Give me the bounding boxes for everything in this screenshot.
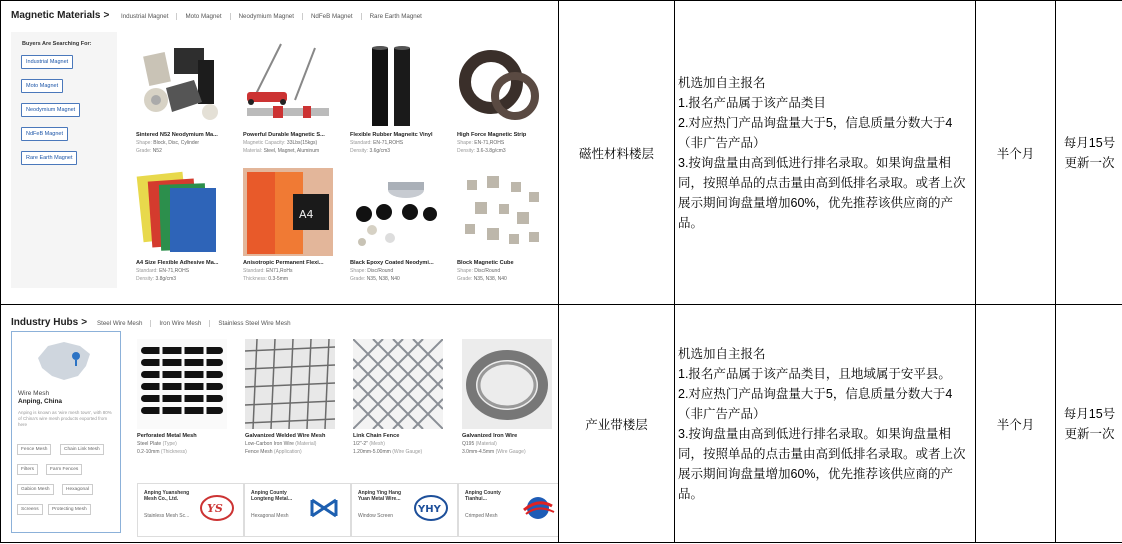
product-image xyxy=(457,168,547,256)
product-name: High Force Magnetic Strip xyxy=(457,131,527,138)
product-image xyxy=(353,339,443,429)
product-spec: Thickness: 0.3-5mm xyxy=(243,275,289,282)
product-spec: 3.0mm-4.5mm (Wire Gauge) xyxy=(462,449,526,455)
nav-link[interactable]: Moto Magnet xyxy=(176,13,229,20)
rule-line: 机选加自主报名 xyxy=(678,75,766,90)
product-image xyxy=(136,168,226,256)
hub-tag[interactable]: Screens xyxy=(17,504,43,515)
product-spec: Shape: Block, Disc, Cylinder xyxy=(136,139,200,146)
product-name: Galvanized Iron Wire xyxy=(462,433,518,439)
product-image xyxy=(462,339,552,429)
search-tag[interactable]: Industrial Magnet xyxy=(21,55,73,69)
supplier-card[interactable] xyxy=(351,483,458,537)
update-cell xyxy=(1056,1,1122,305)
hub-tag[interactable]: Fence Mesh xyxy=(17,444,51,455)
product-spec: Shape: EN-71,ROHS xyxy=(457,139,505,146)
rule-line: 2.对应热门产品询盘量大于5，信息质量分数大于4（非广告产品） xyxy=(678,115,953,150)
supplier-logo xyxy=(520,494,556,522)
product-card[interactable] xyxy=(243,168,339,282)
product-card[interactable] xyxy=(136,168,232,282)
hub-tag[interactable]: Farm Fences xyxy=(46,464,82,475)
product-card[interactable] xyxy=(243,40,339,154)
product-spec: Shape: Disc/Round xyxy=(350,267,394,274)
hub-title: Wire Mesh xyxy=(18,390,50,397)
product-spec: Grade: N35, N38, N40 xyxy=(457,275,507,282)
category-nav xyxy=(89,320,299,327)
search-tag[interactable]: NdFeB Magnet xyxy=(21,127,68,141)
screenshot-cell xyxy=(1,1,559,305)
nav-link[interactable]: Iron Wire Mesh xyxy=(150,320,209,327)
supplier-name: Anping County Tianhui... xyxy=(465,490,501,502)
product-name: Anisotropic Permanent Flexi... xyxy=(243,259,324,266)
supplier-logo xyxy=(199,494,235,522)
product-card[interactable] xyxy=(245,339,341,455)
table-row xyxy=(1,1,1122,305)
supplier-product: Window Screen xyxy=(358,513,394,519)
supplier-logo xyxy=(306,494,342,522)
buyers-sidebar xyxy=(11,32,117,288)
product-card[interactable] xyxy=(462,339,558,455)
svg-text:A4: A4 xyxy=(299,207,314,221)
product-name: Powerful Durable Magnetic S... xyxy=(243,131,325,138)
supplier-product: Crimped Mesh xyxy=(465,513,498,519)
hub-tag[interactable]: Filters xyxy=(17,464,38,475)
magnetic-materials-screenshot xyxy=(1,2,558,304)
svg-text:YS: YS xyxy=(207,502,223,515)
product-spec: Fence Mesh (Application) xyxy=(245,449,302,455)
product-name: Galvanized Welded Wire Mesh xyxy=(245,433,326,439)
nav-link[interactable]: Steel Wire Mesh xyxy=(97,320,143,327)
supplier-card[interactable] xyxy=(137,483,244,537)
hub-tag[interactable]: Protecting Mesh xyxy=(48,504,91,515)
sidebar-label: Buyers Are Searching For: xyxy=(22,40,92,47)
floor-name: 磁性材料楼层 xyxy=(559,1,675,305)
screenshot-cell xyxy=(1,305,559,543)
table-row xyxy=(1,305,1122,543)
update-line: 更新一次 xyxy=(1064,426,1115,441)
product-image xyxy=(137,339,227,429)
industry-hubs-screenshot xyxy=(1,307,558,540)
product-spec: Low-Carbon Iron Wire (Material) xyxy=(245,441,317,447)
nav-link[interactable]: Stainless Steel Wire Mesh xyxy=(209,320,298,327)
rule-line: 1.报名产品属于该产品类目 xyxy=(678,95,826,110)
product-spec: Q195 (Material) xyxy=(462,441,497,447)
product-name: Black Epoxy Coated Neodymi... xyxy=(350,259,434,266)
rules-cell xyxy=(675,305,976,543)
product-card[interactable] xyxy=(136,40,232,154)
product-spec: Shape: Disc/Round xyxy=(457,267,501,274)
supplier-name: Anping Yuansheng Mesh Co., Ltd. xyxy=(144,490,190,502)
supplier-name: Anping County Longteng Metal... xyxy=(251,490,293,502)
update-line: 每月15号 xyxy=(1063,406,1116,421)
product-image xyxy=(350,168,440,256)
china-map-icon xyxy=(34,338,94,384)
product-card[interactable] xyxy=(350,168,446,282)
product-name: A4 Size Flexible Adhesive Ma... xyxy=(136,259,219,266)
product-spec: Standard: EN-71,ROHS xyxy=(136,267,190,274)
search-tag[interactable]: Rare Earth Magnet xyxy=(21,151,77,165)
product-image xyxy=(243,40,333,128)
product-spec: Density: 3.6-3.8g/cm3 xyxy=(457,147,506,154)
hub-description: Anping is known as 'wire mesh town', with 80% of China's wire mesh products exported from here xyxy=(18,410,112,427)
rule-line: 3.按询盘量由高到低进行排名录取。如果询盘量相同，按照单品的点击量由高到低排名录取。或者上次展示期间询盘量增加60%，优先推荐该供应商的产品。 xyxy=(678,426,966,501)
product-image xyxy=(350,40,440,128)
product-image xyxy=(457,40,547,128)
hub-tag[interactable]: Chain Link Mesh xyxy=(60,444,104,455)
chevron-right-icon: > xyxy=(81,317,88,328)
product-name: Perforated Metal Mesh xyxy=(137,433,197,439)
product-name: Block Magnetic Cube xyxy=(457,259,514,266)
rule-line: 3.按询盘量由高到低进行排名录取。如果询盘量相同，按照单品的点击量由高到低排名录取。或者上次展示期间询盘量增加60%，优先推荐该供应商的产品。 xyxy=(678,155,966,230)
hub-town: Anping, China xyxy=(18,398,63,405)
product-name: Flexible Rubber Magneitc Vinyl xyxy=(350,131,433,138)
rule-line: 机选加自主报名 xyxy=(678,346,766,361)
product-image xyxy=(245,339,335,429)
product-card[interactable] xyxy=(457,168,553,282)
update-line: 更新一次 xyxy=(1064,155,1115,170)
nav-link[interactable]: NdFeB Magnet xyxy=(302,13,361,20)
product-card[interactable] xyxy=(353,339,449,455)
product-spec: Grade: N35, N38, N40 xyxy=(350,275,400,282)
product-spec: Grade: N52 xyxy=(136,147,162,154)
search-tag[interactable]: Neodymium Magnet xyxy=(21,103,80,117)
chevron-right-icon: > xyxy=(103,9,110,21)
product-spec: Density: 3.8g/cm3 xyxy=(136,275,177,282)
product-card[interactable] xyxy=(137,339,233,455)
product-card[interactable] xyxy=(457,40,553,154)
product-spec: Standard: EN-71,ROHS xyxy=(350,139,404,146)
nav-link[interactable]: Industrial Magnet xyxy=(121,12,169,20)
section-title: Industry Hubs > xyxy=(11,317,88,328)
product-spec: Density: 3.6g/cm3 xyxy=(350,147,391,154)
product-spec: Magnetic Capacity: 33Lbs(15kgs) xyxy=(243,139,318,146)
supplier-logo xyxy=(413,494,449,522)
hub-tag[interactable]: Gabion Mesh xyxy=(17,484,54,495)
product-spec: 1.20mm-5.00mm (Wire Gauge) xyxy=(353,449,423,455)
product-spec: Standard: EN71,RoHs xyxy=(243,267,293,274)
supplier-name: Anping Ying Hang Yuan Metal Wire... xyxy=(358,490,402,502)
product-image xyxy=(243,168,333,256)
nav-link[interactable]: Rare Earth Magnet xyxy=(361,13,430,20)
product-image xyxy=(136,40,226,128)
hub-tag[interactable]: Hexagonal xyxy=(62,484,93,495)
supplier-product: Stainless Mesh Sc... xyxy=(144,513,190,519)
rule-line: 2.对应热门产品询盘量大于5，信息质量分数大于4（非广告产品） xyxy=(678,386,953,421)
product-spec: 1/2"-2" (Mesh) xyxy=(353,441,385,447)
supplier-card[interactable] xyxy=(458,483,558,537)
search-tag[interactable]: Moto Magnet xyxy=(21,79,63,93)
update-line: 每月15号 xyxy=(1063,135,1116,150)
rules-cell xyxy=(675,1,976,305)
category-nav xyxy=(113,13,430,20)
product-name: Sintered N52 Neodymium Ma... xyxy=(136,131,218,138)
section-title: Magnetic Materials > xyxy=(11,9,110,21)
period-cell: 半个月 xyxy=(976,305,1056,543)
rule-line: 1.报名产品属于该产品类目，且地域属于安平县。 xyxy=(678,366,951,381)
supplier-product: Hexagonal Mesh xyxy=(251,513,289,519)
update-cell xyxy=(1056,305,1122,543)
nav-link[interactable]: Neodymium Magnet xyxy=(230,13,302,20)
svg-text:YHY: YHY xyxy=(418,504,441,515)
product-spec: 0.2-10mm (Thickness) xyxy=(137,449,187,455)
product-spec: Steel Plate (Type) xyxy=(137,441,177,447)
product-spec: Material: Steel, Magnet, Aluminum xyxy=(243,147,320,154)
hub-panel[interactable] xyxy=(11,331,121,533)
supplier-card[interactable] xyxy=(244,483,351,537)
product-name: Link Chain Fence xyxy=(353,433,400,439)
product-card[interactable] xyxy=(350,40,446,154)
floor-name: 产业带楼层 xyxy=(559,305,675,543)
period-cell: 半个月 xyxy=(976,1,1056,305)
